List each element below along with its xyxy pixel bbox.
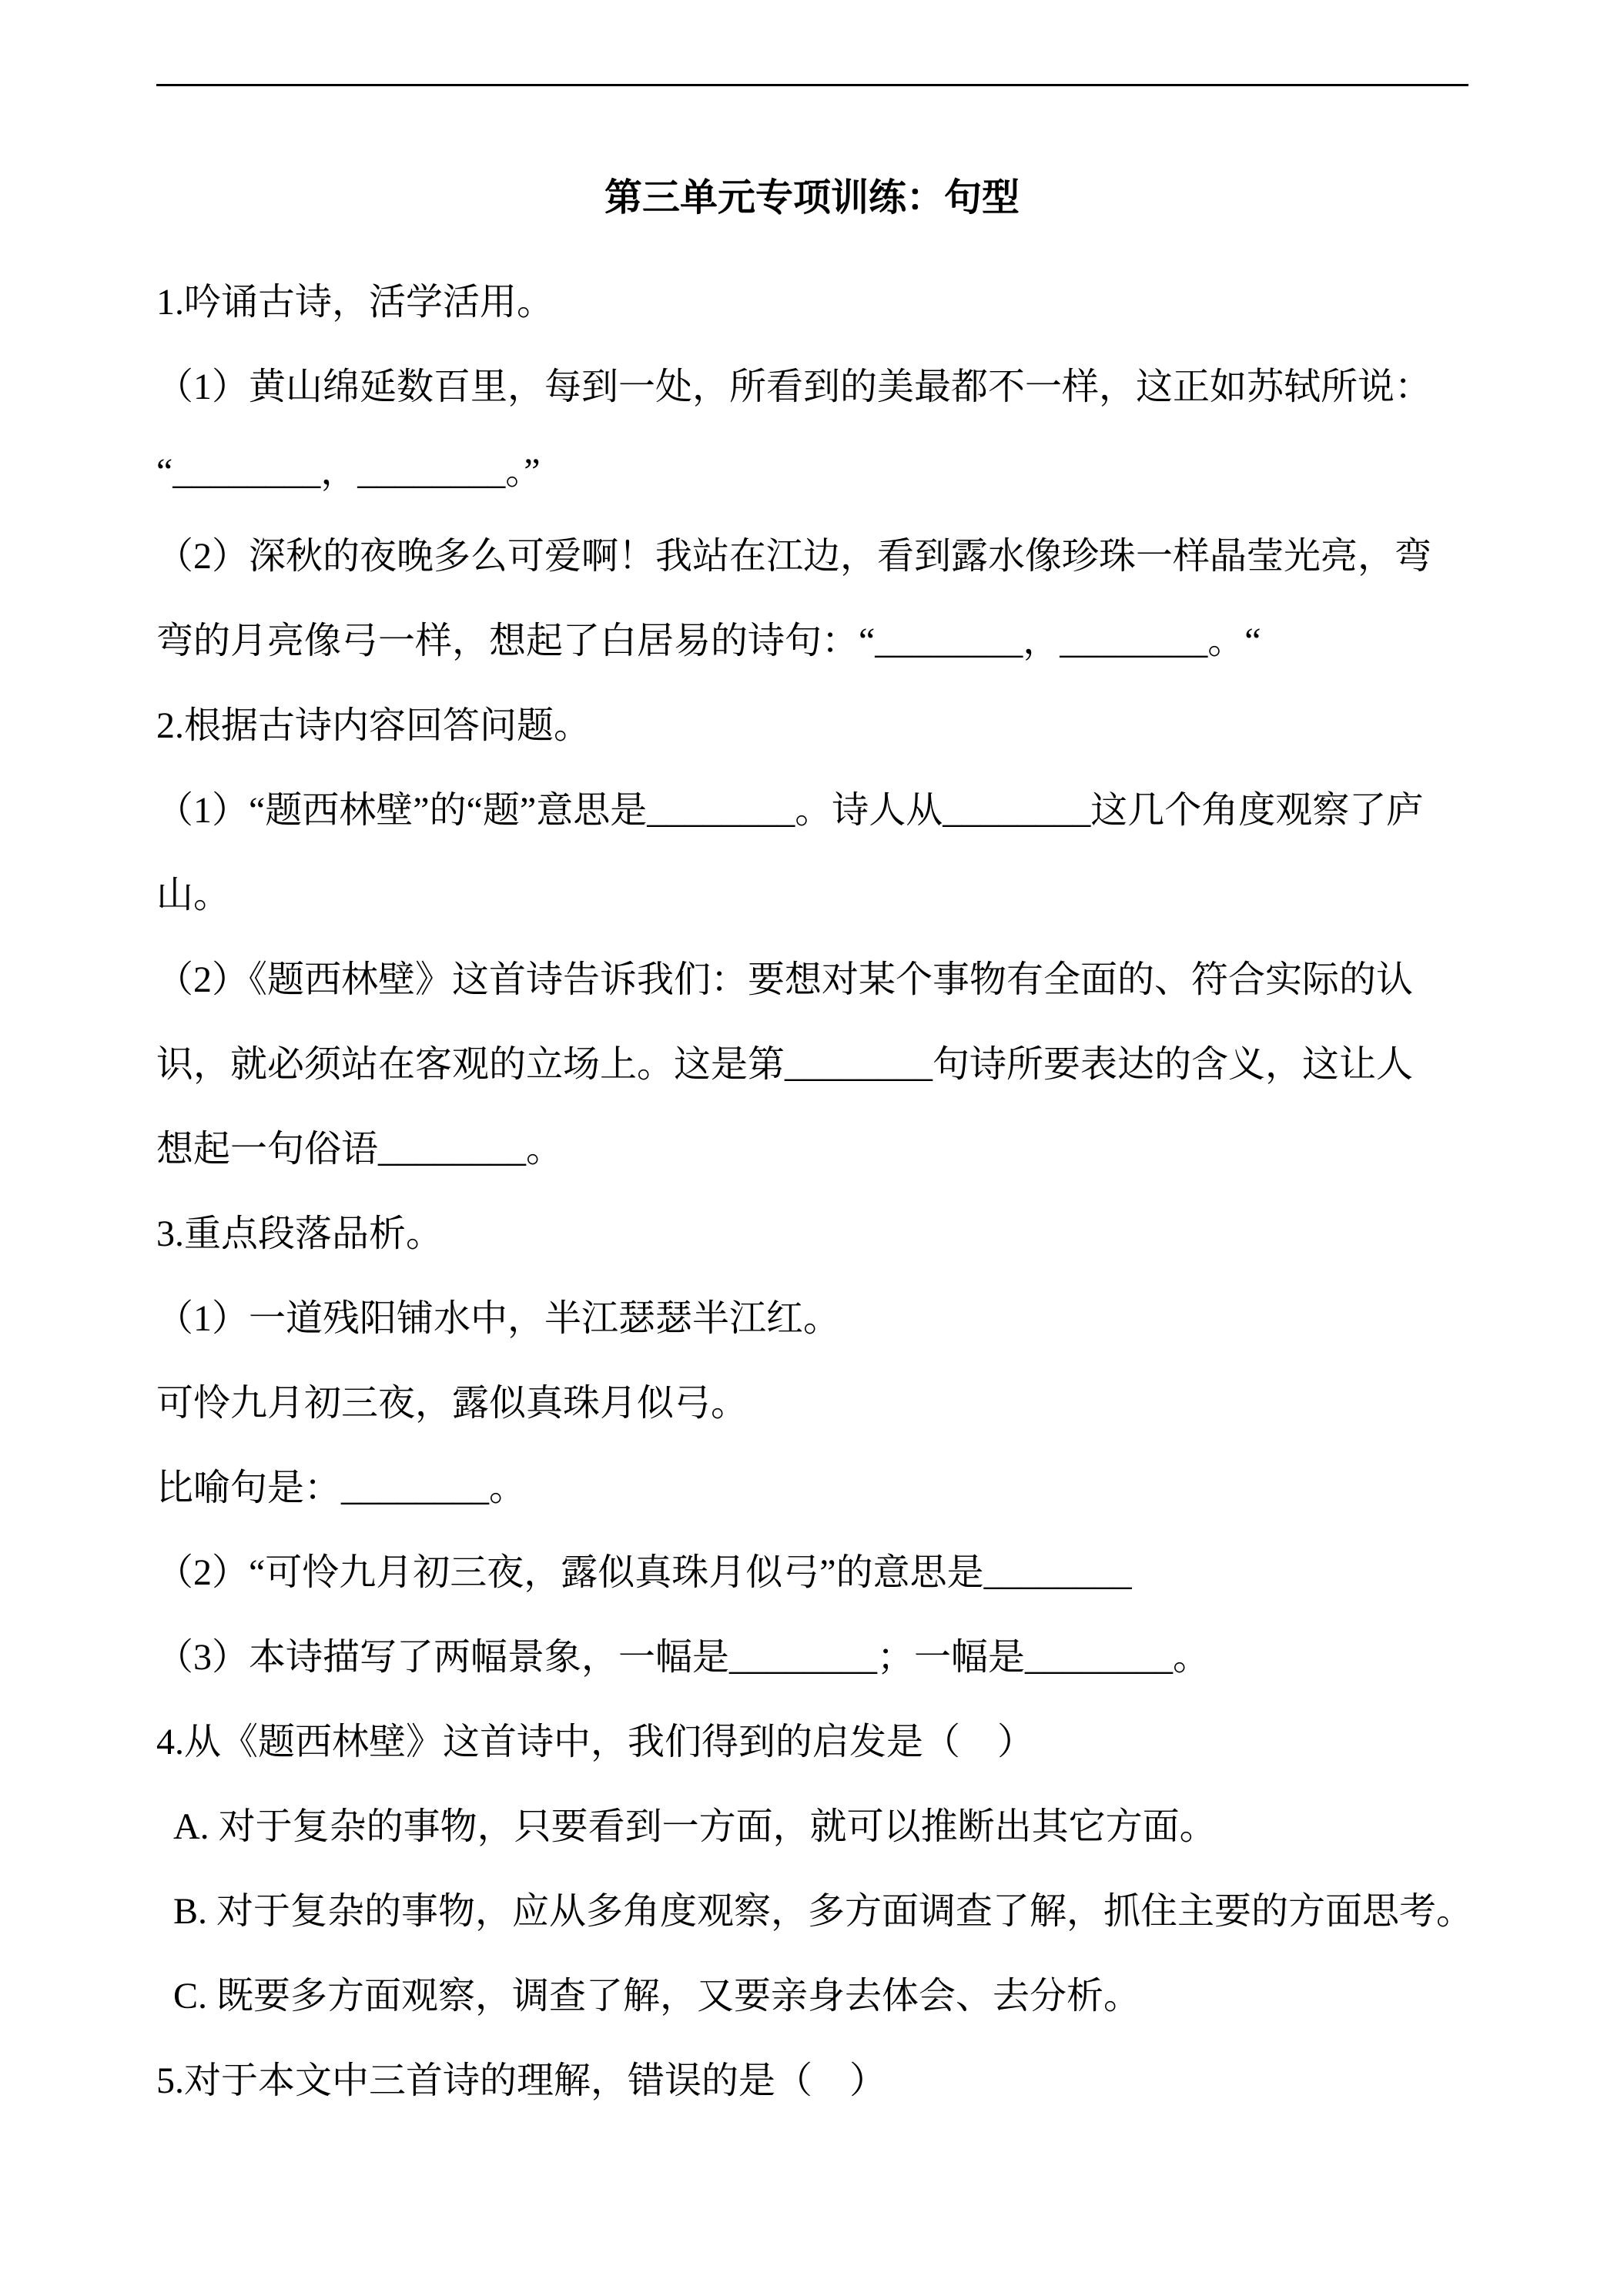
option-c-label: C. [173, 1976, 208, 2017]
header-rule [156, 84, 1468, 86]
question-3-part-2-line-1: （2）“可怜九月初三夜，露似真珠月似弓”的意思是________ [156, 1552, 1132, 1593]
question-2-part-1-line-1: （1）“题西林壁”的“题”意思是________。诗人从________这几个角度观察了庐 [156, 790, 1424, 831]
question-3-part-1-line-3: 比喻句是：________。 [156, 1468, 527, 1508]
worksheet-body [156, 260, 1512, 2124]
option-b-text: 对于复杂的事物，应从多角度观察，多方面调查了解，抓住主要的方面思考。 [216, 1891, 1474, 1932]
option-a [156, 1785, 1512, 1869]
option-a-label: A. [173, 1806, 209, 1847]
question-1-stem: 1.吟诵古诗，活学活用。 [156, 282, 554, 323]
page-title: 第三单元专项训练：句型 [604, 176, 1020, 219]
question-2-part-1-line-2: 山。 [156, 875, 231, 915]
question-1-part-1-line-2: “________，________。” [156, 451, 541, 492]
question-3-stem: 3.重点段落品析。 [156, 1213, 444, 1254]
question-1-part-1-line-1: （1）黄山绵延数百里，每到一处，所看到的美最都不一样，这正如苏轼所说： [156, 366, 1432, 407]
question-2-part-2-line-2: 识，就必须站在客观的立场上。这是第________句诗所要表达的含义，这让人 [156, 1044, 1414, 1085]
option-b-label: B. [173, 1891, 208, 1932]
question-1-part-2-line-2: 弯的月亮像弓一样，想起了白居易的诗句：“________，________。“ [156, 621, 1261, 661]
option-a-text: 对于复杂的事物，只要看到一方面，就可以推断出其它方面。 [218, 1806, 1217, 1847]
question-3-part-1-line-1: （1）一道残阳铺水中，半江瑟瑟半江红。 [156, 1298, 841, 1339]
question-4-stem: 4.从《题西林壁》这首诗中，我们得到的启发是（ ） [156, 1722, 1035, 1762]
question-2-stem: 2.根据古诗内容回答问题。 [156, 705, 591, 746]
question-3-part-1-line-2: 可怜九月初三夜，露似真珠月似弓。 [156, 1383, 748, 1424]
option-c [156, 1954, 1512, 2039]
option-b [156, 1869, 1512, 1954]
option-c-text: 既要多方面观察，调查了解，又要亲身去体会、去分析。 [216, 1976, 1141, 2017]
question-2-part-2-line-3: 想起一句俗语________。 [156, 1129, 564, 1170]
question-5-stem: 5.对于本文中三首诗的理解，错误的是（ ） [156, 2060, 887, 2101]
question-3-part-3-line-1: （3）本诗描写了两幅景象，一幅是________；一幅是________。 [156, 1637, 1210, 1678]
question-1-part-2-line-1: （2）深秋的夜晚多么可爱啊！我站在江边，看到露水像珍珠一样晶莹光亮，弯 [156, 536, 1432, 577]
question-2-part-2-line-1: （2）《题西林壁》这首诗告诉我们：要想对某个事物有全面的、符合实际的认 [156, 959, 1414, 1000]
